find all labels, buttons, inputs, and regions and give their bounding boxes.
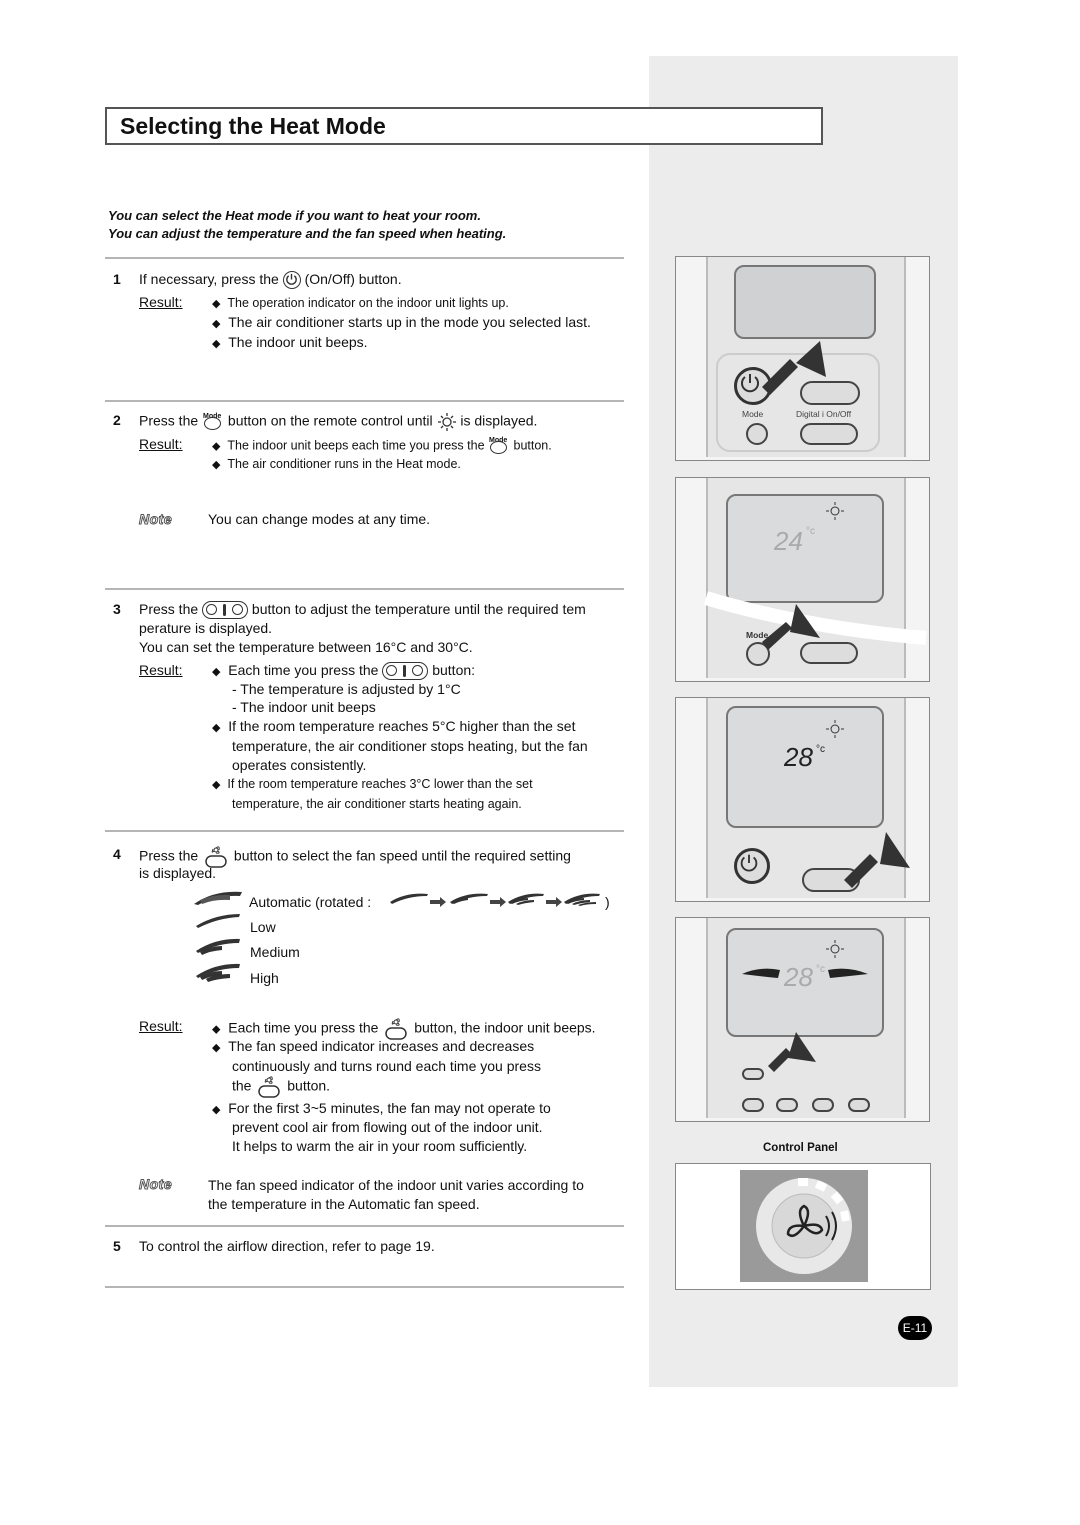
temperature-button-icon [202, 601, 248, 619]
note-text: the temperature in the Automatic fan speed. [208, 1196, 480, 1212]
remote-button [812, 1098, 834, 1112]
remote-illustration-mode [675, 477, 930, 682]
result-bullet: ◆ Each time you press the button, the indoor unit beeps. [212, 1017, 596, 1041]
result-label: Result: [139, 294, 183, 310]
diamond-bullet-icon: ◆ [212, 666, 221, 678]
diamond-bullet-icon: ◆ [212, 459, 221, 471]
fan-indicator-icon [746, 1172, 862, 1280]
step-number: 1 [113, 271, 121, 287]
step-number: 3 [113, 601, 121, 617]
fan-low-icon [196, 914, 240, 928]
step-text: If necessary, press the [139, 271, 279, 287]
result-bullet: ◆ Each time you press the button: [212, 661, 475, 682]
heat-sun-icon [826, 502, 844, 520]
mode-button-icon: Mode [488, 435, 510, 457]
pointer-arrow-icon [756, 598, 826, 658]
result-subitem: - The temperature is adjusted by 1°C [232, 681, 461, 697]
note-text: The fan speed indicator of the indoor unit varies according to [208, 1177, 584, 1193]
fan-medium-label: Medium [250, 944, 300, 960]
step-text: You can set the temperature between 16°C and 30°C. [139, 639, 473, 655]
fan-speed-bars-icon [740, 964, 870, 986]
remote-illustration-temperature [675, 697, 930, 902]
digital-onoff-label: Digital i On/Off [796, 409, 852, 419]
page-title-box [105, 107, 823, 145]
diamond-bullet-icon: ◆ [212, 298, 221, 310]
result-bullet: ◆ If the room temperature reaches 3°C lower than the set [212, 777, 533, 791]
step-5-text: To control the airflow direction, refer to page 19. [139, 1238, 435, 1254]
result-bullet: ◆ If the room temperature reaches 5°C higher than the set [212, 718, 576, 734]
remote-button [742, 1098, 764, 1112]
result-bullet: ◆ The indoor unit beeps. [212, 334, 368, 350]
result-subitem: - The indoor unit beeps [232, 699, 376, 715]
diamond-bullet-icon: ◆ [212, 1023, 221, 1036]
control-panel-illustration [675, 1163, 931, 1290]
result-bullet: ◆ The fan speed indicator increases and decreases [212, 1038, 535, 1054]
divider [105, 257, 624, 259]
remote-illustration-power [675, 256, 930, 461]
fan-high-icon [196, 964, 240, 982]
diamond-bullet-icon: ◆ [212, 722, 221, 734]
pointer-arrow-icon [766, 1028, 826, 1078]
result-text: temperature, the air conditioner stops heating, but the fan [232, 738, 588, 754]
heat-sun-icon [826, 720, 844, 738]
result-label: Result: [139, 436, 183, 452]
lcd-temperature: 28 [784, 742, 813, 772]
step-4-text: Press the button to select the fan speed until the required setting [139, 845, 571, 869]
diamond-bullet-icon: ◆ [212, 440, 221, 453]
step-number: 4 [113, 846, 121, 862]
mode-button-icon: Mode [202, 411, 224, 433]
pointer-arrow-icon [826, 828, 916, 898]
lcd-unit: °c [816, 744, 825, 755]
result-label: Result: [139, 1018, 183, 1034]
divider [105, 400, 624, 402]
mode-label: Mode [746, 630, 769, 640]
mode-button [746, 423, 768, 445]
result-bullet: ◆ The air conditioner starts up in the mode you selected last. [212, 314, 591, 330]
heat-sun-icon [826, 940, 844, 958]
step-2-text: Press the Mode button on the remote control until is displayed. [139, 411, 537, 433]
page-title: Selecting the Heat Mode [120, 113, 386, 139]
fan-medium-icon [196, 939, 240, 955]
step-1-text [139, 270, 402, 289]
intro-line-1: You can select the Heat mode if you want to heat your room. [108, 208, 481, 223]
fan-low-label: Low [250, 919, 276, 935]
diamond-bullet-icon: ◆ [212, 318, 221, 330]
fan-auto-close: ) [605, 894, 610, 910]
fan-button-icon [255, 1075, 283, 1099]
divider [105, 1225, 624, 1227]
remote-button [848, 1098, 870, 1112]
lcd-unit: °c [806, 526, 815, 537]
diamond-bullet-icon: ◆ [212, 1042, 221, 1054]
step-text: (On/Off) button. [304, 271, 402, 287]
note-text: You can change modes at any time. [208, 511, 431, 527]
diamond-bullet-icon: ◆ [212, 779, 221, 791]
result-text: operates consistently. [232, 757, 367, 773]
intro-line-2: You can adjust the temperature and the fan speed when heating. [108, 226, 507, 241]
fan-auto-label: Automatic (rotated : [249, 894, 372, 910]
step-number: 2 [113, 412, 121, 428]
mode-label: Mode [742, 409, 764, 419]
power-button [734, 848, 770, 884]
digital-onoff-button [800, 423, 858, 445]
page-number-badge: E-11 [898, 1316, 932, 1340]
diamond-bullet-icon: ◆ [212, 1104, 221, 1116]
step-text: perature is displayed. [139, 620, 273, 636]
power-button-icon [283, 271, 301, 289]
result-bullet: ◆ The indoor unit beeps each time you press the Mode button. [212, 435, 552, 457]
sun-icon [437, 413, 457, 431]
diamond-bullet-icon: ◆ [212, 338, 221, 350]
temperature-button-icon [382, 662, 428, 680]
result-text: continuously and turns round each time you press [232, 1058, 541, 1074]
result-text: the button. [232, 1075, 330, 1099]
note-label: Note [139, 511, 173, 527]
note-label: Note [139, 1176, 173, 1192]
result-text: prevent cool air from flowing out of the indoor unit. [232, 1119, 543, 1135]
result-bullet: ◆ For the first 3~5 minutes, the fan may not operate to [212, 1100, 551, 1116]
remote-illustration-fan [675, 917, 930, 1122]
divider [105, 588, 624, 590]
step-3-text: Press the button to adjust the temperature until the required tem [139, 600, 586, 619]
lcd-temperature: 28 [784, 962, 813, 992]
result-text: temperature, the air conditioner starts heating again. [232, 797, 522, 811]
fan-auto-icon [194, 892, 242, 905]
pointer-arrow-icon [756, 337, 826, 407]
divider [105, 1286, 624, 1288]
result-label: Result: [139, 662, 183, 678]
fan-high-label: High [250, 970, 279, 986]
result-bullet: ◆ The air conditioner runs in the Heat mode. [212, 457, 461, 471]
lcd-unit: °c [816, 964, 825, 975]
fan-button [742, 1068, 764, 1080]
remote-button [776, 1098, 798, 1112]
result-bullet: ◆ The operation indicator on the indoor unit lights up. [212, 296, 509, 310]
lcd-temperature: 24 [774, 526, 803, 556]
control-panel-caption: Control Panel [763, 1142, 838, 1154]
result-text: It helps to warm the air in your room sufficiently. [232, 1138, 528, 1154]
step-number: 5 [113, 1238, 121, 1254]
divider [105, 830, 624, 832]
step-text: is displayed. [139, 865, 217, 881]
